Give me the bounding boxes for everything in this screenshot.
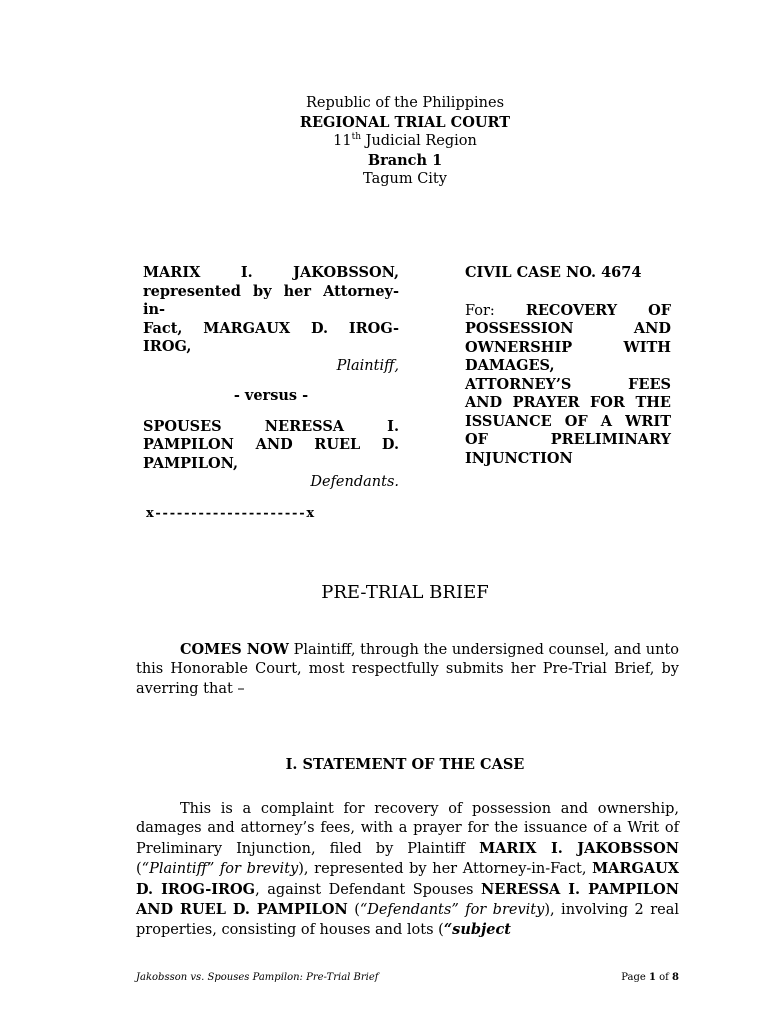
court-name: REGIONAL TRIAL COURT [299, 114, 511, 131]
case-nature-line7: ISSUANCE OF A WRIT [465, 412, 671, 430]
branch: Branch 1 [367, 152, 443, 169]
case-parties [143, 264, 399, 492]
case-nature-line4: DAMAGES, [465, 357, 555, 374]
statement-paragraph: This is a complaint for recovery of possession and ownership, damages and attorney’s fees, with a prayer for the issuance of a Writ of Preliminary Injunction, filed by Plaintiff MARIX I. JAKOBSSON (“Plaintiff” for brevity), represented by her Attorney-in-Fact, MARGAUX D. IROG-IROG, against Defendant Spouses NERESSA I. PAMPILON AND RUEL D. PAMPILON (“Defendants” for brevity), involving 2 real properties, consisting of houses and lots (“subject [136, 801, 680, 939]
case-nature-line2: POSSESSION AND [465, 320, 671, 337]
page-number: Page 1 of 8 [621, 972, 679, 983]
city: Tagum City [363, 171, 447, 187]
document-title: PRE-TRIAL BRIEF [321, 582, 489, 603]
section-heading: I. STATEMENT OF THE CASE [285, 756, 525, 773]
plaintiff-name: MARIX I. JAKOBSSON, [143, 264, 399, 281]
case-nature-line3: OWNERSHIP WITH [465, 338, 671, 356]
court-header [0, 94, 768, 189]
caption-separator: x---------------------x [146, 506, 316, 521]
case-nature-line5: ATTORNEY’S FEES [465, 375, 671, 393]
intro-paragraph: COMES NOW Plaintiff, through the undersigned counsel, and unto this Honorable Court, most respectfully submits her Pre-Trial Brief, by averring that – [136, 641, 679, 697]
plaintiff-role: Plaintiff, [336, 357, 399, 374]
case-details [465, 264, 671, 468]
versus: - versus - [233, 387, 309, 404]
case-nature-line8: OF PRELIMINARY [465, 431, 671, 448]
republic-line: Republic of the Philippines [305, 95, 505, 111]
defendant-name: SPOUSES NERESSA I. [143, 417, 399, 435]
case-nature-line6: AND PRAYER FOR THE [465, 394, 671, 411]
case-number: CIVIL CASE NO. 4674 [465, 264, 642, 281]
plaintiff-representation: represented by her Attorney-in- [143, 282, 399, 318]
defendant-name-end: PAMPILON, [143, 454, 239, 472]
case-nature-line1: For: RECOVERY OF [465, 301, 671, 319]
case-nature-line9: INJUNCTION [465, 449, 573, 467]
defendant-name-cont: PAMPILON AND RUEL D. [143, 436, 399, 453]
attorney-in-fact-cont: IROG, [143, 338, 192, 355]
defendant-role: Defendants. [310, 474, 399, 490]
footer-case-title: Jakobsson vs. Spouses Pampilon: Pre-Trial Brief [136, 972, 379, 983]
judicial-region: 11th Judicial Region [333, 132, 477, 149]
attorney-in-fact: Fact, MARGAUX D. IROG- [143, 319, 399, 337]
